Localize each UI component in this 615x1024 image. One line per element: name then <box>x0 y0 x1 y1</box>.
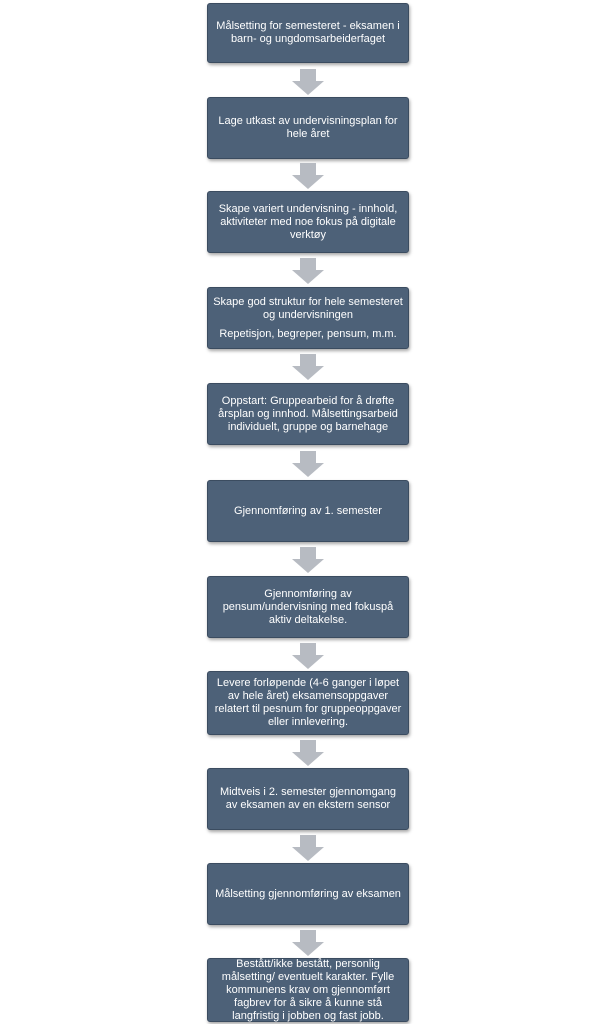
flow-step-1-text: Målsetting for semesteret - eksamen i barn- og ungdomsarbeiderfaget <box>216 20 400 45</box>
down-arrow-icon <box>292 547 324 573</box>
down-arrow-icon <box>292 740 324 766</box>
flow-step-11 <box>207 958 409 1022</box>
flow-step-10-text: Målsetting gjennomføring av eksamen <box>215 887 401 900</box>
flow-step-1 <box>207 3 409 63</box>
flow-step-8-text: Levere forløpende (4-6 ganger i løpet av hele året) eksamensoppgaver relatert til pesnum for gruppeoppgaver eller innlevering. <box>214 677 402 728</box>
flow-step-4-subtext: Repetisjon, begreper, pensum, m.m. <box>219 327 397 340</box>
flow-step-4 <box>207 287 409 349</box>
flow-step-3-text: Skape variert undervisning - innhold, aktiviteter med noe fokus på digitale verktøy <box>218 202 398 241</box>
flow-step-6 <box>207 480 409 542</box>
down-arrow-icon <box>292 163 324 189</box>
flow-step-6-text: Gjennomføring av 1. semester <box>234 504 382 517</box>
down-arrow-icon <box>292 69 324 95</box>
down-arrow-icon <box>292 258 324 284</box>
flow-step-2 <box>207 97 409 159</box>
down-arrow-icon <box>292 354 324 380</box>
flow-step-10 <box>207 863 409 925</box>
flow-step-3 <box>207 191 409 253</box>
flow-step-8 <box>207 671 409 735</box>
flow-step-9 <box>207 768 409 830</box>
flow-step-2-text: Lage utkast av undervisningsplan for hele året <box>218 115 398 140</box>
down-arrow-icon <box>292 643 324 669</box>
flow-step-5 <box>207 383 409 445</box>
down-arrow-icon <box>292 835 324 861</box>
flow-step-7-text: Gjennomføring av pensum/undervisning med fokuspå aktiv deltakelse. <box>222 587 394 626</box>
flow-step-7 <box>207 576 409 638</box>
flow-step-5-text: Oppstart: Gruppearbeid for å drøfte årsplan og innhod. Målsettingsarbeid individuelt, gruppe og barnehage <box>218 394 398 433</box>
flow-step-11-text: Bestått/ikke bestått, personlig målsetting/ eventuelt karakter. Fylle kommunens krav om gjennomført fagbrev for å sikre å kunne stå langfristig i jobben og fast jobb. <box>221 957 395 1022</box>
flow-step-4-text: Skape god struktur for hele semesteret og undervisningen <box>213 295 403 321</box>
down-arrow-icon <box>292 451 324 477</box>
flow-step-9-text: Midtveis i 2. semester gjennomgang av eksamen av en ekstern sensor <box>219 786 397 811</box>
down-arrow-icon <box>292 930 324 956</box>
